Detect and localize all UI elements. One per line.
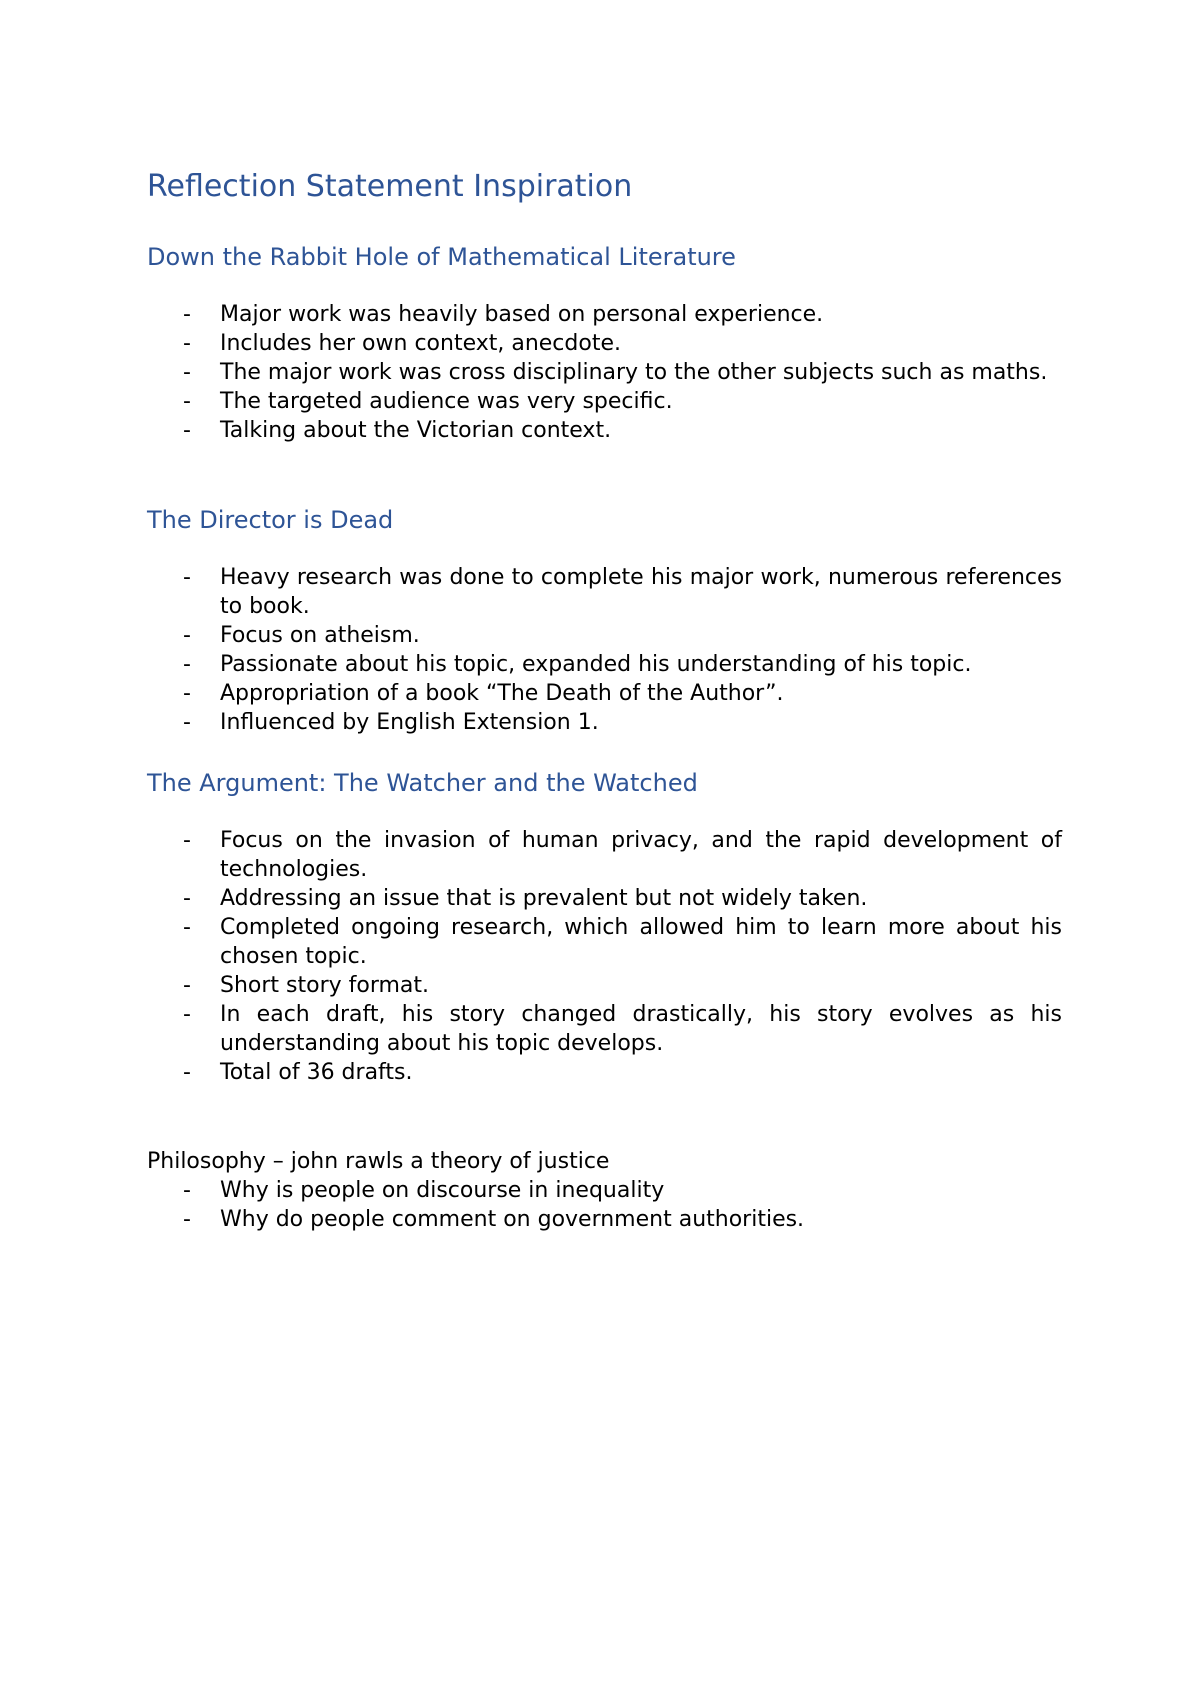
list-item	[183, 913, 1062, 971]
bullet-list	[147, 826, 1062, 1087]
bullet-marker: -	[183, 914, 191, 940]
bullet-marker: -	[183, 885, 191, 911]
list-item	[183, 563, 1062, 621]
bullet-marker: -	[183, 301, 191, 327]
bullet-marker: -	[183, 1206, 191, 1232]
list-item	[183, 708, 1062, 737]
list-item	[183, 1058, 1062, 1087]
section-philosophy	[147, 1147, 1062, 1234]
bullet-list	[147, 300, 1062, 445]
bullet-marker: -	[183, 972, 191, 998]
list-item-text: Short story format.	[220, 972, 430, 998]
list-item-text: The targeted audience was very specific.	[220, 388, 673, 414]
list-item	[183, 387, 1062, 416]
bullet-marker: -	[183, 680, 191, 706]
list-item-text: Appropriation of a book “The Death of the Author”.	[220, 680, 784, 706]
list-item-text: Talking about the Victorian context.	[220, 417, 612, 443]
list-item	[183, 884, 1062, 913]
list-item-text: Addressing an issue that is prevalent but not widely taken.	[220, 885, 868, 911]
list-item-text: Heavy research was done to complete his major work, numerous references to book.	[220, 564, 1062, 619]
list-item	[183, 416, 1062, 445]
section-rabbit-hole	[147, 242, 1062, 445]
list-item	[183, 826, 1062, 884]
list-item	[183, 650, 1062, 679]
list-item-text: Completed ongoing research, which allowed him to learn more about his chosen topic.	[220, 914, 1062, 969]
bullet-marker: -	[183, 709, 191, 735]
bullet-marker: -	[183, 1001, 191, 1027]
list-item-text: In each draft, his story changed drastically, his story evolves as his understanding about his topic develops.	[220, 1001, 1062, 1056]
document-page	[147, 168, 1062, 1234]
list-item	[183, 1000, 1062, 1058]
list-item	[183, 358, 1062, 387]
section-heading: The Director is Dead	[147, 505, 394, 534]
bullet-list	[147, 563, 1062, 737]
bullet-marker: -	[183, 359, 191, 385]
list-item-text: Why is people on discourse in inequality	[220, 1177, 665, 1203]
list-item-text: Focus on atheism.	[220, 622, 420, 648]
bullet-marker: -	[183, 622, 191, 648]
list-item	[183, 1205, 1062, 1234]
bullet-marker: -	[183, 564, 191, 590]
list-item-text: Major work was heavily based on personal experience.	[220, 301, 824, 327]
list-item-text: Why do people comment on government authorities.	[220, 1206, 805, 1232]
bullet-list	[147, 1176, 1062, 1234]
list-item	[183, 971, 1062, 1000]
bullet-marker: -	[183, 651, 191, 677]
section-watcher-and-watched	[147, 768, 1062, 1087]
list-item	[183, 300, 1062, 329]
list-item-text: Influenced by English Extension 1.	[220, 709, 599, 735]
bullet-marker: -	[183, 827, 191, 853]
list-item	[183, 1176, 1062, 1205]
bullet-marker: -	[183, 1177, 191, 1203]
bullet-marker: -	[183, 388, 191, 414]
bullet-marker: -	[183, 1059, 191, 1085]
list-item-text: Focus on the invasion of human privacy, and the rapid development of technologies.	[220, 827, 1062, 882]
section-heading: The Argument: The Watcher and the Watched	[147, 768, 698, 797]
list-item	[183, 679, 1062, 708]
list-item-text: Includes her own context, anecdote.	[220, 330, 621, 356]
section-heading: Down the Rabbit Hole of Mathematical Literature	[147, 242, 736, 271]
philosophy-heading: Philosophy – john rawls a theory of justice	[147, 1148, 610, 1174]
document-title: Reflection Statement Inspiration	[147, 169, 633, 204]
list-item	[183, 329, 1062, 358]
list-item	[183, 621, 1062, 650]
list-item-text: The major work was cross disciplinary to the other subjects such as maths.	[220, 359, 1048, 385]
list-item-text: Total of 36 drafts.	[220, 1059, 413, 1085]
bullet-marker: -	[183, 330, 191, 356]
bullet-marker: -	[183, 417, 191, 443]
list-item-text: Passionate about his topic, expanded his understanding of his topic.	[220, 651, 972, 677]
section-director-is-dead	[147, 505, 1062, 737]
